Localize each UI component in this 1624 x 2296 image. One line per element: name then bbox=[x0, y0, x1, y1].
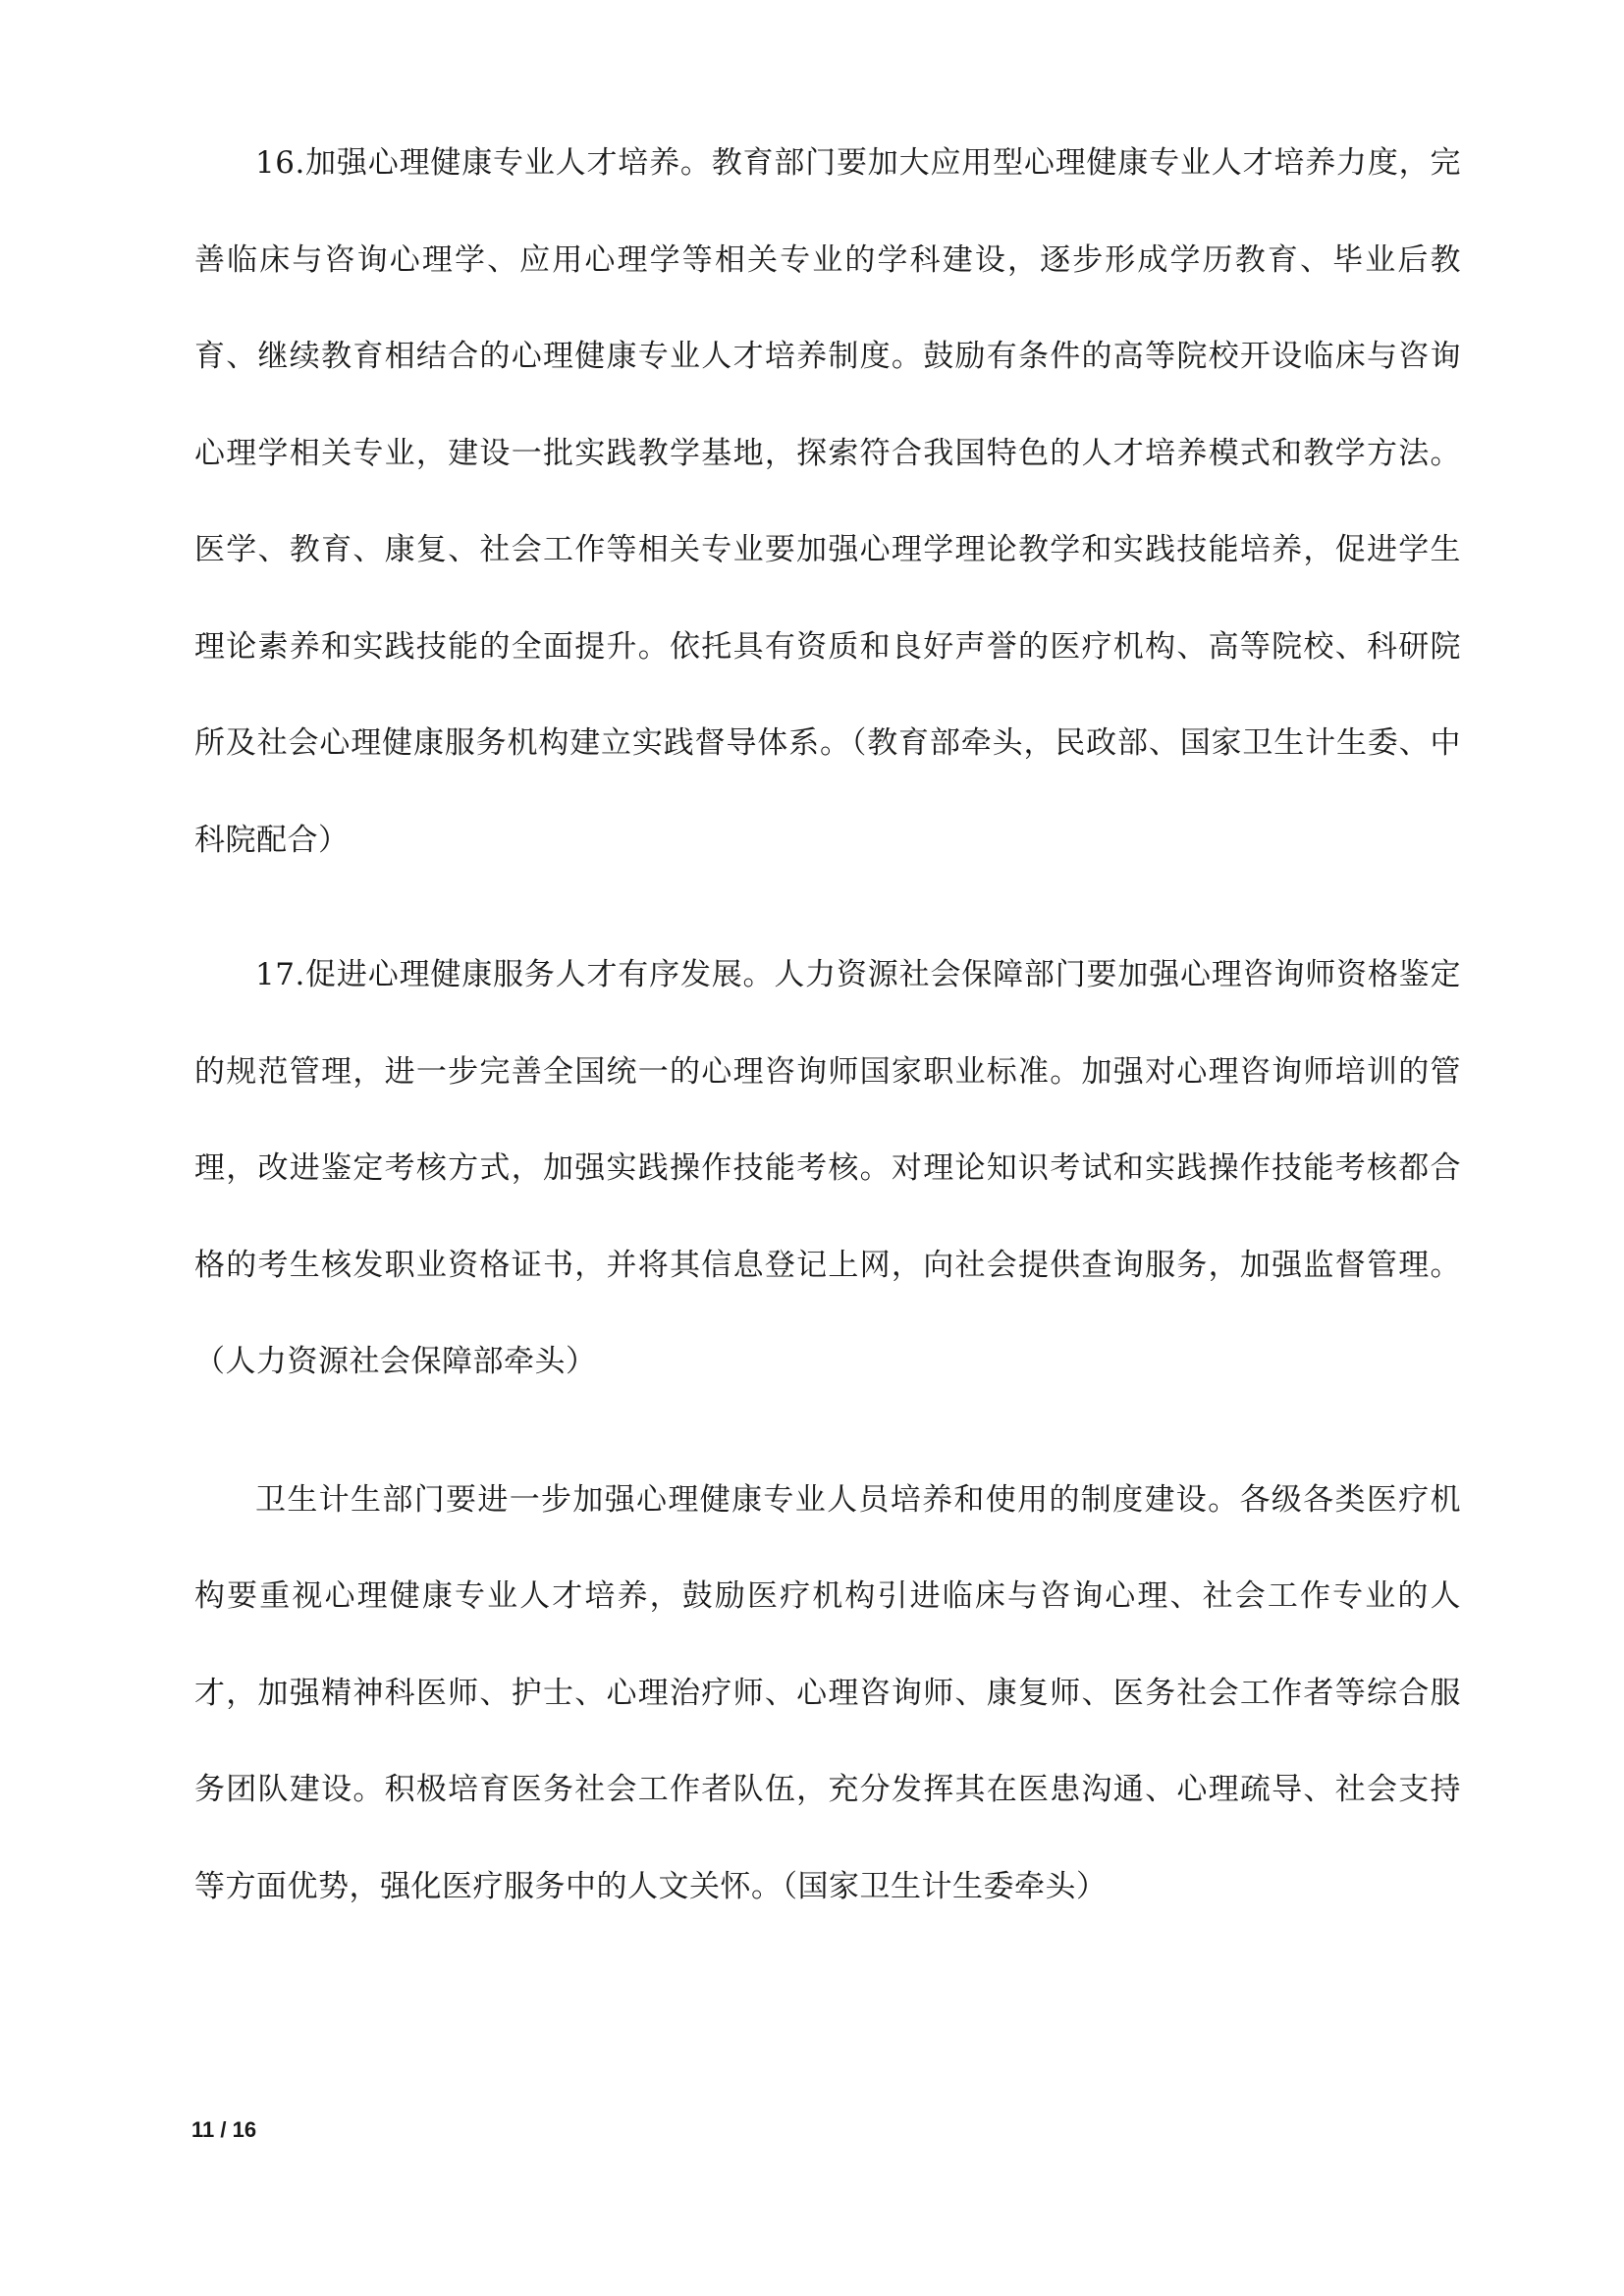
page-number: 11 / 16 bbox=[191, 2117, 257, 2142]
paragraph-service-talent-development: 17.促进心理健康服务人才有序发展。人力资源社会保障部门要加强心理咨询师资格鉴定的规范管理，进一步完善全国统一的心理咨询师国家职业标准。加强对心理咨询师培训的管理，改进鉴定考核方式，加强实践操作技能考核。对理论知识考试和实践操作技能考核都合格的考生核发职业资格证书，并将其信息登记上网，向社会提供查询服务，加强监督管理。（人力资源社会保障部牵头） bbox=[194, 957, 1461, 1379]
paragraph-talent-training: 16.加强心理健康专业人才培养。教育部门要加大应用型心理健康专业人才培养力度，完善临床与咨询心理学、应用心理学等相关专业的学科建设，逐步形成学历教育、毕业后教育、继续教育相结合的心理健康专业人才培养制度。鼓励有条件的高等院校开设临床与咨询心理学相关专业，建设一批实践教学基地，探索符合我国特色的人才培养模式和教学方法。医学、教育、康复、社会工作等相关专业要加强心理学理论教学和实践技能培养，促进学生理论素养和实践技能的全面提升。依托具有资质和良好声誉的医疗机构、高等院校、科研院所及社会心理健康服务机构建立实践督导体系。（教育部牵头，民政部、国家卫生计生委、中科院配合） bbox=[194, 145, 1461, 858]
paragraph-health-department-measures: 卫生计生部门要进一步加强心理健康专业人员培养和使用的制度建设。各级各类医疗机构要重视心理健康专业人才培养，鼓励医疗机构引进临床与咨询心理、社会工作专业的人才，加强精神科医师、护士、心理治疗师、心理咨询师、康复师、医务社会工作者等综合服务团队建设。积极培育医务社会工作者队伍，充分发挥其在医患沟通、心理疏导、社会支持等方面优势，强化医疗服务中的人文关怀。（国家卫生计生委牵头） bbox=[194, 1481, 1461, 1904]
document-body bbox=[194, 115, 1461, 1935]
